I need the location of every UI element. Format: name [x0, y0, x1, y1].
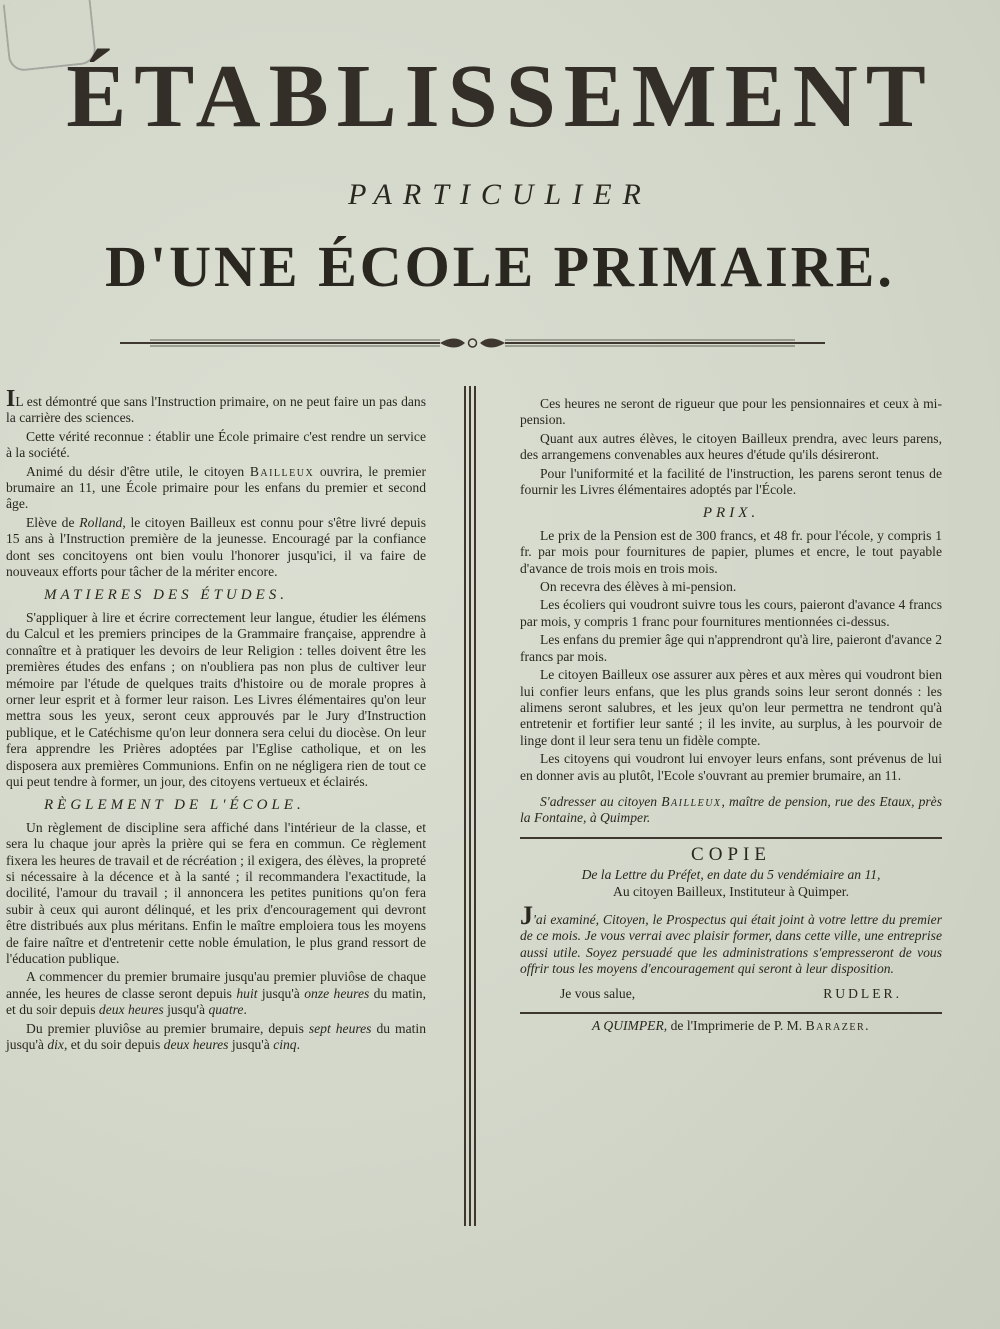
column-divider — [462, 386, 478, 1226]
letter-body: J'ai examiné, Citoyen, le Prospectus qui était joint à votre lettre du premier de ce mois. Je vous verrai avec plaisir former, dans cette ville, une entreprise aussi utile. Soyez persuadé que les administrations s'empresseront de vous offrir tous les moyens d'encouragement qui seront à leur disposition. — [520, 900, 942, 977]
copie-subtitle: De la Lettre du Préfet, en date du 5 vendémiaire an 11, — [581, 867, 881, 883]
other-pupils-paragraph: Quant aux autres élèves, le citoyen Bailleux prendra, avec leurs parens, des arrangemens convenables aux heures d'étude qu'ils désireront. — [520, 430, 942, 463]
reglement-paragraph-1: Un règlement de discipline sera affiché dans l'intérieur de la classe, et sera lu chaque jour après la prière qui se fera en commun. Ce règlement fixera les heures de travail et de récréation ; il exigera, des élèves, la propreté si nécessaire à la décence et à la santé ; il recommandera l'exactitude, la docilité, l'amour du travail ; il annoncera les petites punitions qu'on fera subir à ceux qui auront délinqué, et les prix d'encouragement qui devront être distribués aux plus méritans. Enfin le maître emploiera tous les moyens de faire naître et d'entretenir cette noble émulation, le plus grand ressort de l'éducation publique. — [6, 819, 426, 966]
title-subtitle: PARTICULIER — [348, 178, 652, 211]
books-paragraph: Pour l'uniformité et la facilité de l'instruction, les parens seront tenus de fournir les Livres élémentaires adoptés par l'École. — [520, 465, 942, 498]
intro-paragraph-1: IL est démontré que sans l'Instruction primaire, on ne peut faire un pas dans la carrière des sciences. — [6, 386, 426, 426]
heading-reglement: RÈGLEMENT DE L'ÉCOLE. — [44, 797, 305, 814]
intro-paragraph-2: Cette vérité reconnue : établir une École primaire c'est rendre un service à la société. — [6, 428, 426, 461]
signature: RUDLER. — [823, 985, 902, 1001]
imprint-line: A QUIMPER, de l'Imprimerie de P. M. Barazer. — [591, 1018, 871, 1033]
address-line: S'adresser au citoyen Bailleux, maître de pension, rue des Etaux, près la Fontaine, à Quimper. — [520, 793, 943, 826]
prix-paragraph-6: Les citoyens qui voudront lui envoyer leurs enfans, sont prévenus de lui en donner avis au plutôt, l'Ecole s'ouvrant au premier brumaire, an 11. — [520, 751, 942, 783]
reglement-paragraph-2: A commencer du premier brumaire jusqu'au premier pluviôse de chaque année, les heures de classe seront depuis huit jusqu'à onze heures du matin, et du soir depuis deux heures jusqu'à quatre. — [6, 969, 426, 1018]
matieres-paragraph: S'appliquer à lire et écrire correctement leur langue, étudier les élémens du Calcul et les premiers principes de la Grammaire française, apprendre à connaître et à pratiquer les devoirs de leur Religion : telles doivent être les premières études des enfans ; on n'oubliera pas non plus de cultiver leur mémoire par l'étude de quelques traits d'histoire ou de morale propres à orner leur esprit et à former leur raison. Les Livres élémentaires qu'on leur mettra sous les yeux, seront ceux approuvés par le Jury d'Instruction publique, et le Catéchisme qu'on leur donnera sera celui du diocèse. On leur fera apprendre les Prières adoptées par l'Eglise catholique, et on les disposera aux premières Communions. Enfin on ne négligera rien de tout ce qui peut tendre à former, un jour, des citoyens vertueux et éclairés. — [6, 609, 426, 789]
prix-paragraph-2: On recevra des élèves à mi-pension. — [540, 579, 737, 595]
left-column — [6, 386, 426, 1055]
heading-matieres: MATIERES DES ÉTUDES. — [44, 587, 289, 604]
dropcap-letter: I — [6, 386, 16, 412]
prix-paragraph-4: Les enfans du premier âge qui n'apprendront qu'à lire, paieront d'avance 2 francs par mois. — [520, 632, 942, 664]
copie-title: COPIE — [691, 843, 771, 865]
prix-paragraph-5: Le citoyen Bailleux ose assurer aux pères et aux mères qui voudront bien lui confier leurs enfans, que les plus grands soins leur seront donnés : les alimens seront salubres, et les jeux qu'on leur permettra ne tendront qu'à entretenir et fortifier leur santé ; il les invite, au surplus, à les pourvoir de linge dont il leur sera tenu un fidèle compte. — [520, 667, 942, 748]
ornament-divider — [120, 330, 825, 356]
copie-recipient: Au citoyen Bailleux, Instituteur à Quimper. — [613, 883, 849, 899]
prix-paragraph-3: Les écoliers qui voudront suivre tous les cours, paieront d'avance 4 francs par mois, y compris 1 franc pour fournitures mentionnées ci-dessus. — [520, 597, 942, 629]
section-rule — [520, 837, 942, 839]
title-school: D'UNE ÉCOLE PRIMAIRE. — [105, 234, 895, 299]
salutation: Je vous salue, — [560, 985, 636, 1001]
intro-paragraph-4: Elève de Rolland, le citoyen Bailleux est connu pour s'être livré depuis 15 ans à l'Instruction première de la jeunesse. Encouragé par la confiance dont ses concitoyens ont bien voulu l'honorer jusqu'ici, il va faire de nouveaux efforts pour tâcher de la mériter encore. — [6, 514, 426, 580]
right-column — [520, 396, 942, 1034]
reglement-paragraph-3: Du premier pluviôse au premier brumaire, depuis sept heures du matin jusqu'à dix, et du soir depuis deux heures jusqu'à cinq. — [6, 1020, 426, 1053]
title-main: ÉTABLISSEMENT — [66, 47, 934, 146]
imprint-rule — [520, 1012, 942, 1014]
prix-paragraph-1: Le prix de la Pension est de 300 francs, et 48 fr. pour l'école, y compris 1 fr. par mois pour fournitures de papier, plumes et encre, le tout payable d'avance de trois mois en trois mois. — [520, 527, 942, 576]
hours-paragraph: Ces heures ne seront de rigueur que pour les pensionnaires et ceux à mi-pension. — [520, 396, 942, 428]
intro-paragraph-3: Animé du désir d'être utile, le citoyen Bailleux ouvrira, le premier brumaire an 11, une École primaire pour les enfans du premier et second âge. — [6, 463, 426, 512]
heading-prix: PRIX. — [702, 505, 760, 522]
signature-row — [520, 980, 942, 1002]
